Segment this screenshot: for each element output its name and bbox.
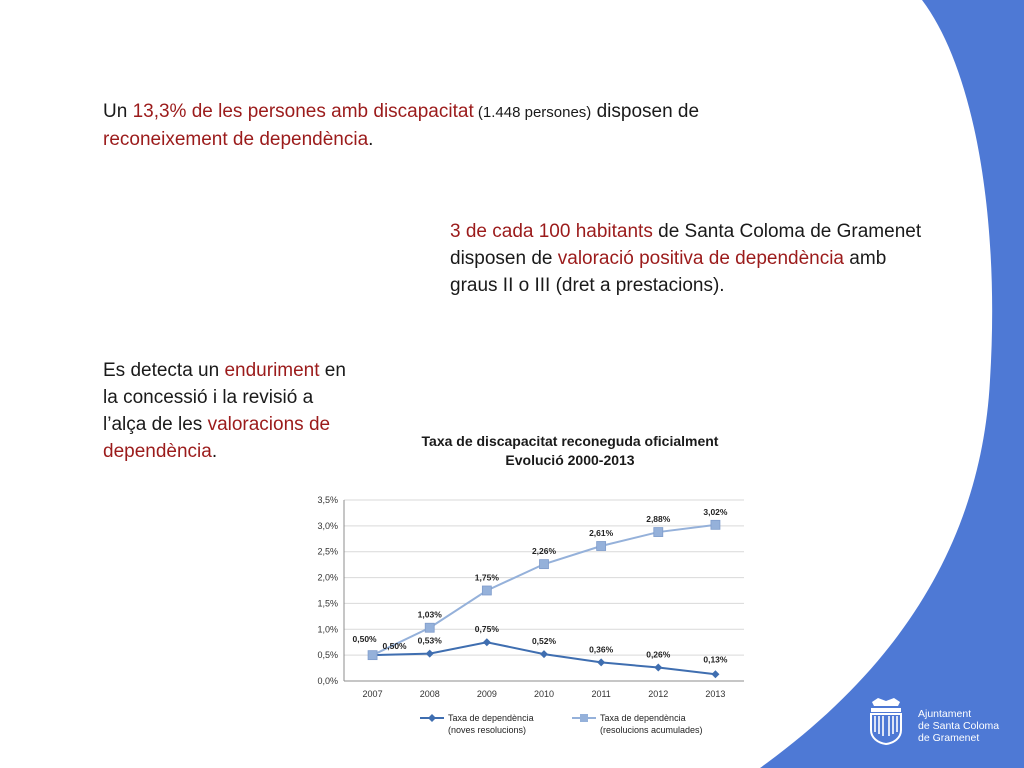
- data-label: 1,03%: [417, 609, 442, 620]
- p1-highlight-1: 13,3% de les persones amb discapacitat: [132, 101, 474, 122]
- y-tick-label: 3,0%: [317, 520, 338, 531]
- data-label: 0,36%: [589, 644, 614, 655]
- y-tick-label: 2,5%: [317, 546, 338, 557]
- legend-label: (noves resolucions): [448, 725, 527, 735]
- p1-text-2: disposen de: [591, 101, 700, 122]
- y-tick-label: 2,0%: [317, 572, 338, 583]
- p1-text-3: .: [368, 129, 374, 150]
- coat-of-arms-icon: [864, 696, 908, 746]
- p3-highlight-1: enduriment: [224, 360, 320, 381]
- y-tick-label: 0,0%: [317, 676, 338, 686]
- dependency-recognition-text: [103, 98, 723, 153]
- data-label: 2,61%: [589, 528, 614, 539]
- logo-line-2: de Santa Coloma: [918, 720, 1000, 732]
- city-council-logo: [862, 696, 1012, 748]
- y-tick-label: 1,5%: [317, 598, 338, 609]
- p2-text-1: de Santa Coloma de Gramenet disposen de: [450, 221, 922, 269]
- p2-highlight-1: 3 de cada 100 habitants: [450, 221, 653, 242]
- x-tick-label: 2013: [705, 689, 726, 699]
- logo-text: [918, 708, 999, 744]
- x-tick-label: 2008: [419, 689, 440, 699]
- data-point-noves: [540, 650, 548, 658]
- y-tick-label: 0,5%: [317, 650, 338, 661]
- p1-small-count: (1.448 persones): [473, 104, 592, 121]
- data-point-acumulades: [482, 586, 491, 595]
- data-point-noves: [711, 670, 719, 678]
- data-point-noves: [654, 664, 662, 672]
- data-label: 3,02%: [703, 506, 728, 517]
- data-label: 0,75%: [474, 624, 499, 635]
- logo-line-3: de Gramenet: [918, 732, 980, 744]
- data-label: 0,13%: [703, 654, 728, 665]
- x-tick-label: 2010: [533, 689, 555, 699]
- data-point-acumulades: [654, 528, 663, 537]
- data-point-noves: [597, 658, 605, 666]
- data-point-acumulades: [425, 623, 434, 632]
- data-point-noves: [483, 638, 491, 646]
- data-label: 2,88%: [646, 514, 671, 525]
- legend-label: Taxa de dependència: [600, 713, 686, 723]
- data-label: 1,75%: [474, 572, 499, 583]
- legend-label: Taxa de dependència: [448, 713, 534, 723]
- p1-text-1: Un: [103, 101, 133, 122]
- y-tick-label: 1,0%: [317, 624, 338, 635]
- p2-highlight-2: valoració positiva de dependència: [557, 248, 845, 269]
- x-tick-label: 2009: [476, 689, 497, 699]
- p2-text-2: amb graus II o III (dret a prestacions).: [450, 248, 887, 296]
- x-tick-label: 2007: [362, 689, 383, 699]
- data-label: 0,50%: [352, 634, 377, 645]
- data-label: 0,52%: [531, 636, 557, 647]
- p3-text-2: en la concessió i la revisió a l’alça de les: [103, 360, 346, 435]
- legend-marker-diamond: [428, 714, 436, 722]
- inhabitants-ratio-text: [450, 218, 930, 299]
- line-chart: [300, 488, 760, 746]
- x-tick-label: 2012: [648, 689, 669, 699]
- data-point-acumulades: [368, 651, 377, 660]
- data-label: 0,50%: [382, 641, 407, 652]
- p3-text-3: .: [211, 441, 218, 462]
- y-tick-label: 3,5%: [317, 495, 338, 505]
- data-point-noves: [426, 650, 434, 658]
- chart-title-block: [300, 432, 840, 470]
- p1-highlight-2: reconeixement de dependència: [103, 129, 369, 150]
- p3-highlight-2: valoracions de dependència: [103, 414, 331, 462]
- chart-subtitle: Evolució 2000-2013: [505, 452, 635, 468]
- blue-wave-shape: [760, 0, 1024, 768]
- data-point-acumulades: [597, 542, 606, 551]
- x-tick-label: 2011: [591, 689, 611, 699]
- legend-marker-square: [580, 714, 588, 722]
- data-point-acumulades: [711, 520, 720, 529]
- data-label: 2,26%: [531, 546, 557, 557]
- data-label: 0,26%: [646, 649, 671, 660]
- legend-label: (resolucions acumulades): [600, 725, 703, 735]
- data-point-acumulades: [540, 560, 549, 569]
- data-label: 0,53%: [417, 635, 442, 646]
- chart-title: Taxa de discapacitat reconeguda oficialment: [421, 433, 719, 449]
- logo-line-1: Ajuntament: [918, 708, 972, 720]
- p3-text-1: Es detecta un: [103, 360, 225, 381]
